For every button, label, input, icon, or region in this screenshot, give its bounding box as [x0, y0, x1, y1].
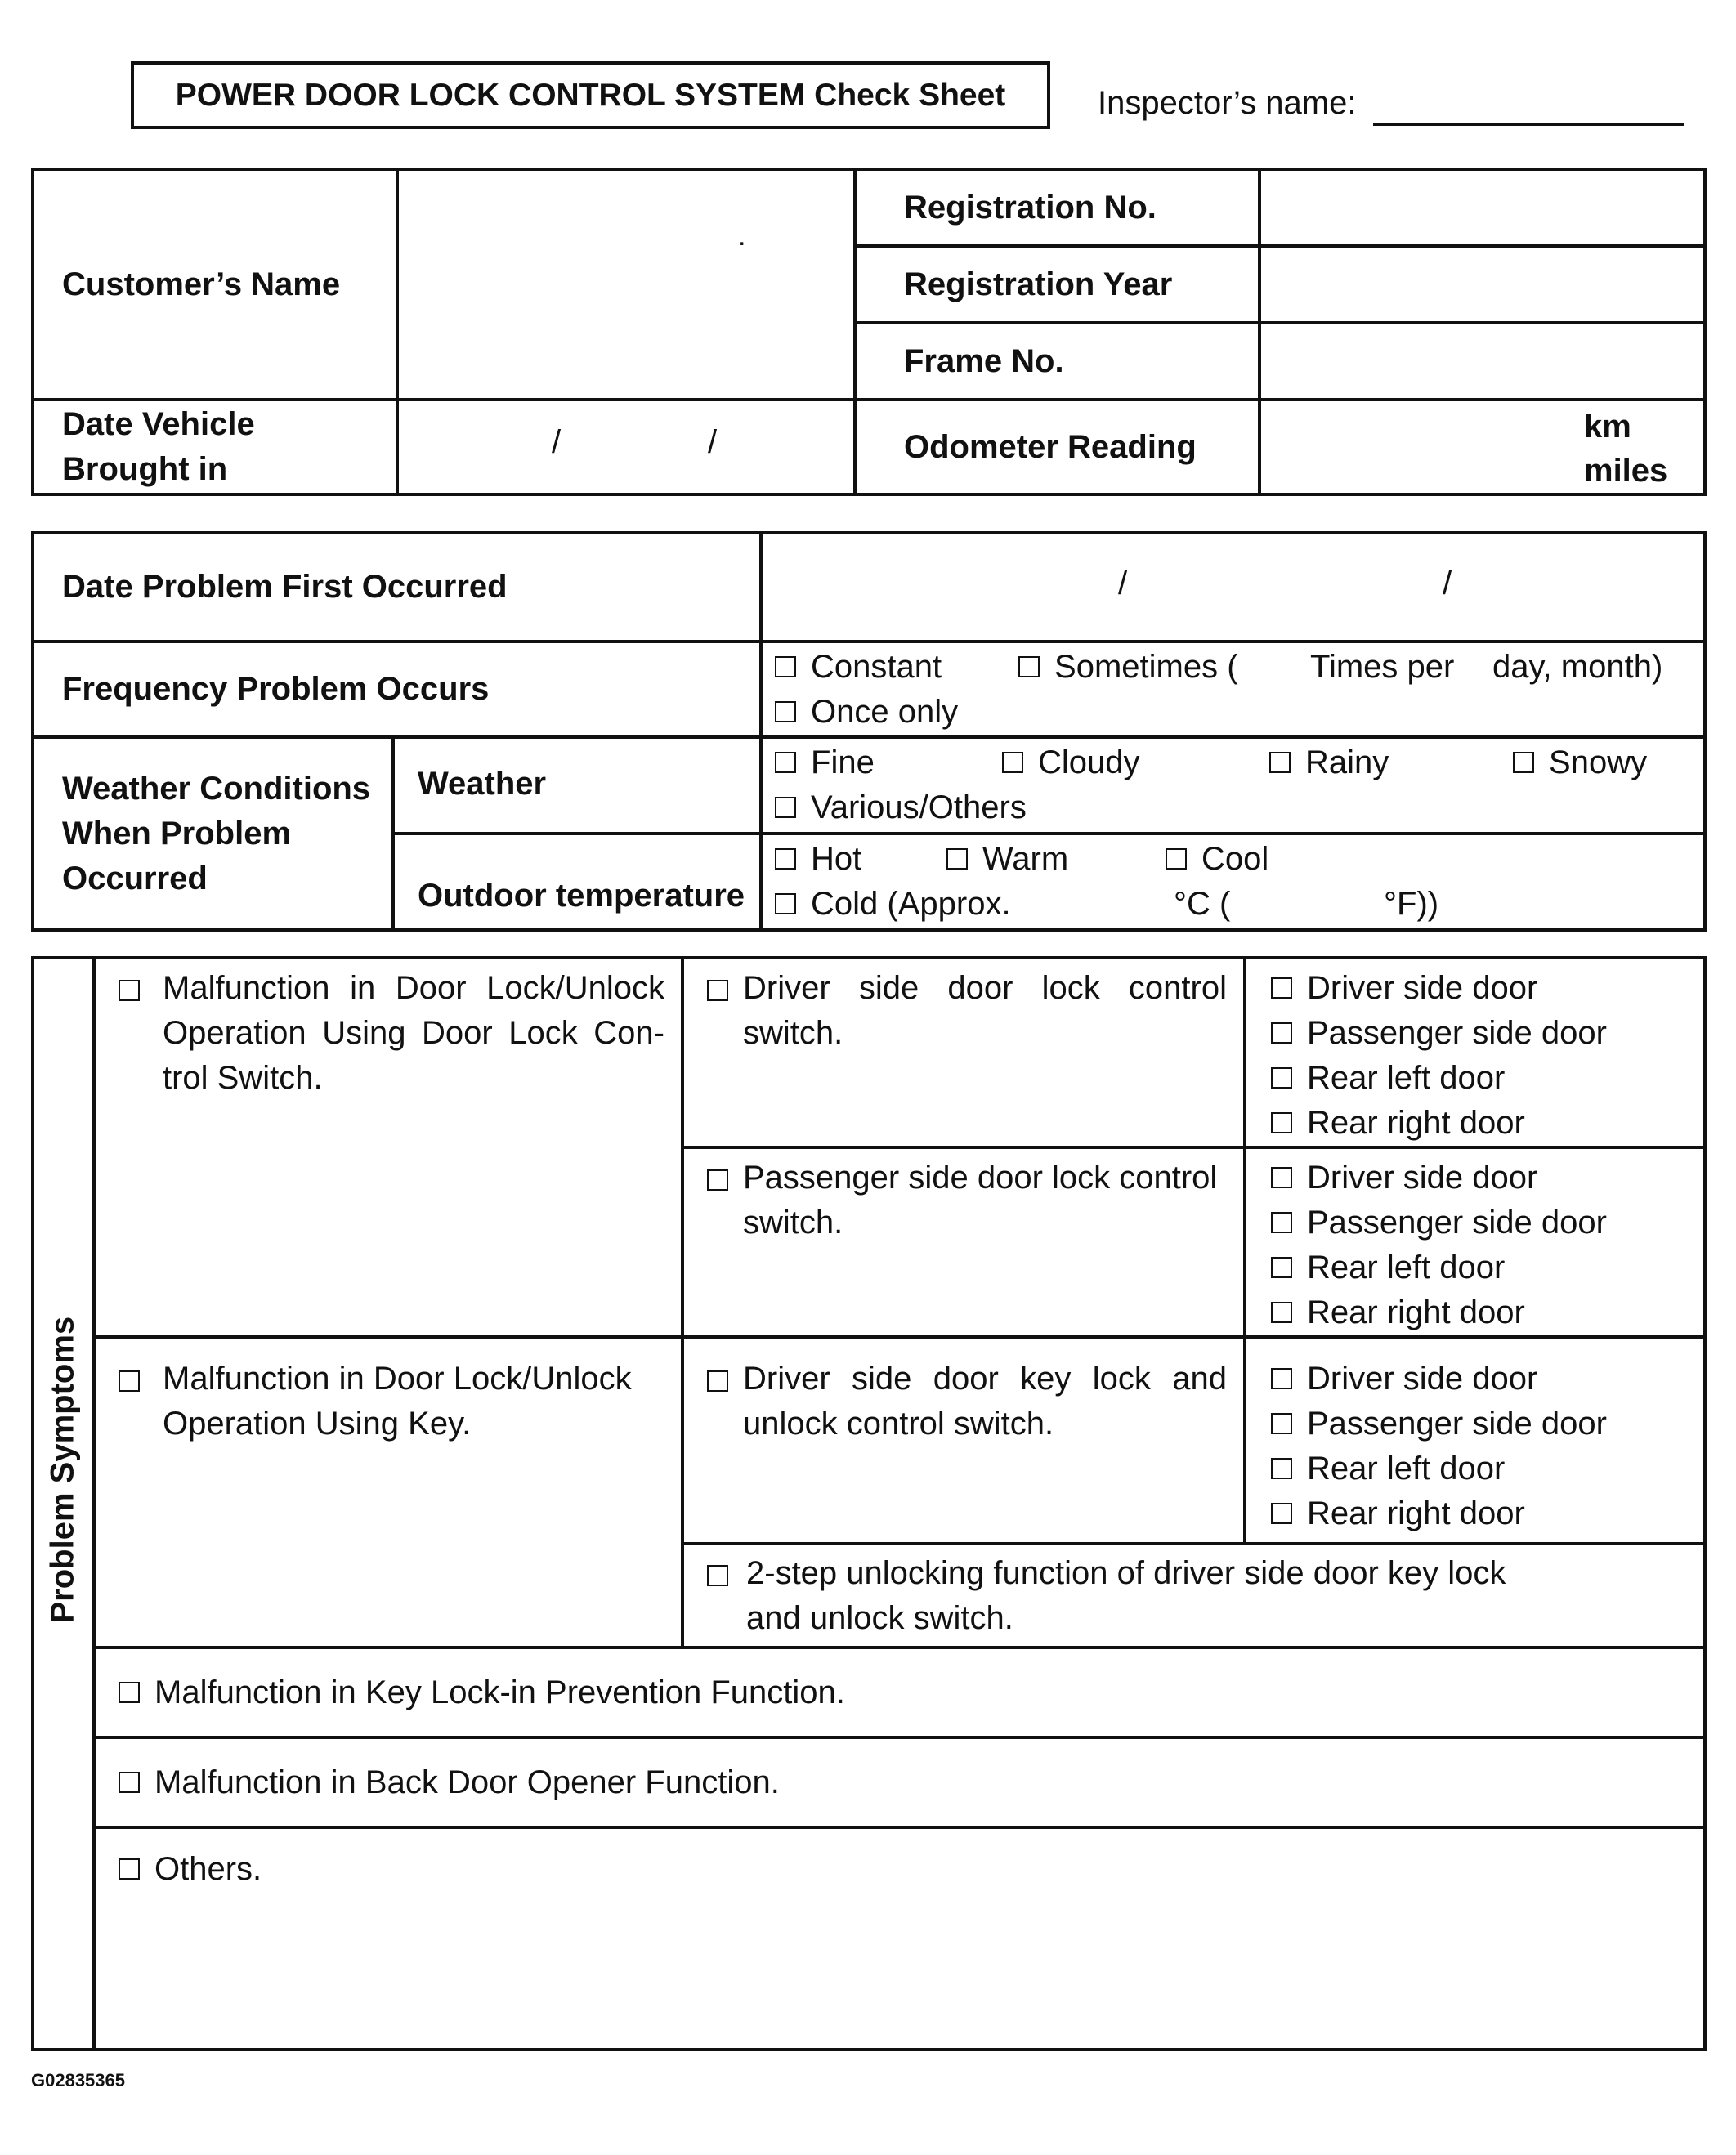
- temp-fahrenheit-label: °F)): [1384, 886, 1439, 922]
- temp-celsius-label: °C (: [1174, 886, 1231, 922]
- registration-year-field[interactable]: [1259, 246, 1705, 323]
- checkbox-icon[interactable]: [775, 848, 796, 870]
- frame-no-field[interactable]: [1259, 323, 1705, 400]
- checkbox-icon[interactable]: [775, 701, 796, 722]
- temperature-options: [761, 834, 1705, 930]
- freq-sometimes-label: Sometimes (: [1054, 648, 1238, 685]
- checkbox-icon[interactable]: [1271, 1167, 1292, 1188]
- problem-symptoms-label: Problem Symptoms: [44, 1316, 81, 1624]
- inspector-name-field[interactable]: [1373, 123, 1684, 126]
- door-option[interactable]: [1271, 1446, 1695, 1491]
- door-label: Passenger side door: [1307, 1015, 1607, 1051]
- back-door-label: Malfunction in Back Door Opener Function.: [154, 1764, 780, 1800]
- vehicle-info-table: [31, 168, 1707, 496]
- door-label: Passenger side door: [1307, 1406, 1607, 1442]
- key-malfunction-label: Malfunction in Door Lock/Unlock Operation Using Key.: [163, 1361, 632, 1442]
- inspector-name-label: Inspector’s name:: [1098, 85, 1357, 121]
- door-label: Driver side door: [1307, 1361, 1538, 1397]
- others-option[interactable]: [119, 1847, 1703, 1892]
- problem-symptoms-section: [33, 958, 94, 2050]
- checkbox-icon[interactable]: [1271, 1067, 1292, 1089]
- door-label: Rear left door: [1307, 1451, 1506, 1487]
- door-option[interactable]: [1271, 1290, 1695, 1335]
- checkbox-icon[interactable]: [1271, 1458, 1292, 1479]
- checkbox-icon[interactable]: [775, 893, 796, 914]
- door-option[interactable]: [1271, 1101, 1695, 1146]
- door-label: Rear right door: [1307, 1294, 1525, 1330]
- door-option[interactable]: [1271, 1402, 1695, 1446]
- weather-rainy-option[interactable]: [1269, 740, 1389, 785]
- frequency-options: [761, 642, 1705, 737]
- checkbox-icon[interactable]: [1271, 1022, 1292, 1044]
- temp-hot-option[interactable]: [775, 837, 861, 882]
- temp-cool-option[interactable]: [1166, 837, 1268, 882]
- door-label: Driver side door: [1307, 970, 1538, 1006]
- weather-cloudy-option[interactable]: [1002, 740, 1140, 785]
- driver-switch-option[interactable]: [707, 966, 1227, 1056]
- weather-label: Weather: [393, 737, 761, 834]
- checkbox-icon[interactable]: [775, 656, 796, 677]
- odometer-unit-km: km: [1584, 409, 1631, 445]
- checkbox-icon[interactable]: [119, 1858, 140, 1880]
- weather-fine-label: Fine: [811, 744, 875, 780]
- freq-constant-option[interactable]: [775, 645, 942, 690]
- checkbox-icon[interactable]: [775, 797, 796, 818]
- key-lockin-option[interactable]: [119, 1670, 1703, 1715]
- checkbox-icon[interactable]: [119, 980, 140, 1001]
- temp-hot-label: Hot: [811, 841, 862, 877]
- conditions-table: [31, 531, 1707, 932]
- checkbox-icon[interactable]: [1271, 1368, 1292, 1389]
- checkbox-icon[interactable]: [775, 752, 796, 773]
- checkbox-icon[interactable]: [1271, 1112, 1292, 1133]
- door-option[interactable]: [1271, 1011, 1695, 1056]
- registration-no-field[interactable]: [1259, 169, 1705, 246]
- door-option[interactable]: [1271, 966, 1695, 1011]
- checkbox-icon[interactable]: [1271, 1302, 1292, 1323]
- weather-rainy-label: Rainy: [1305, 744, 1389, 780]
- switch-malfunction-label: Malfunction in Door Lock/Unlock Operation Using Door Lock Con-trol Switch.: [163, 970, 664, 1096]
- doors-c-list: [1245, 1337, 1705, 1544]
- door-label: Driver side door: [1307, 1160, 1538, 1196]
- door-label: Rear left door: [1307, 1250, 1506, 1285]
- temp-cool-label: Cool: [1201, 841, 1269, 877]
- checkbox-icon[interactable]: [1271, 1257, 1292, 1278]
- freq-once-option[interactable]: [775, 690, 1703, 735]
- key-malfunction-option[interactable]: [119, 1357, 664, 1446]
- frequency-label: Frequency Problem Occurs: [33, 642, 761, 737]
- door-option[interactable]: [1271, 1156, 1695, 1200]
- checkbox-icon[interactable]: [1271, 977, 1292, 999]
- weather-conditions-label: Weather Conditions When Problem Occurred: [33, 737, 393, 930]
- frame-no-label: Frame No.: [855, 323, 1259, 400]
- date-brought-in-sep1: /: [552, 424, 562, 460]
- check-sheet-title: POWER DOOR LOCK CONTROL SYSTEM Check Sheet: [131, 61, 1050, 129]
- odometer-field[interactable]: [1259, 400, 1705, 494]
- outdoor-temperature-label: Outdoor temperature: [393, 834, 761, 930]
- door-option[interactable]: [1271, 1357, 1695, 1402]
- two-step-option[interactable]: [707, 1551, 1540, 1641]
- checkbox-icon[interactable]: [707, 1565, 728, 1586]
- weather-options: [761, 737, 1705, 834]
- freq-constant-label: Constant: [811, 648, 942, 685]
- weather-cloudy-label: Cloudy: [1038, 744, 1140, 780]
- key-lockin-label: Malfunction in Key Lock-in Prevention Function.: [154, 1674, 845, 1710]
- checkbox-icon[interactable]: [1271, 1212, 1292, 1233]
- checkbox-icon[interactable]: [119, 1772, 140, 1793]
- doors-a-list: [1245, 958, 1705, 1147]
- temp-cold-option[interactable]: [775, 882, 1011, 927]
- customer-name-dot: .: [738, 221, 746, 252]
- passenger-switch-option[interactable]: [707, 1156, 1227, 1245]
- checkbox-icon[interactable]: [1271, 1413, 1292, 1434]
- registration-no-label: Registration No.: [855, 169, 1259, 246]
- checkbox-icon[interactable]: [707, 1370, 728, 1392]
- checkbox-icon[interactable]: [1513, 752, 1534, 773]
- registration-year-label: Registration Year: [855, 246, 1259, 323]
- temp-cold-label: Cold (Approx.: [811, 886, 1011, 922]
- problem-symptoms-table: [31, 956, 1707, 2051]
- date-first-occurred-label: Date Problem First Occurred: [33, 533, 761, 642]
- checkbox-icon[interactable]: [119, 1682, 140, 1703]
- customer-name-label: Customer’s Name: [33, 169, 397, 400]
- checkbox-icon[interactable]: [707, 1169, 728, 1191]
- door-option[interactable]: [1271, 1245, 1695, 1290]
- figure-code: G02835365: [31, 2070, 125, 2090]
- others-label: Others.: [154, 1851, 262, 1887]
- freq-times-per-label: Times per: [1310, 648, 1455, 685]
- weather-fine-option[interactable]: [775, 740, 875, 785]
- date-first-sep2: /: [1443, 566, 1452, 601]
- driver-switch-label: Driver side door lock control switch.: [743, 970, 1227, 1051]
- door-label: Rear right door: [1307, 1105, 1525, 1141]
- date-brought-in-sep2: /: [708, 424, 718, 460]
- door-label: Passenger side door: [1307, 1205, 1607, 1241]
- date-brought-in-field[interactable]: [397, 400, 855, 494]
- freq-sometimes-option[interactable]: [1018, 645, 1238, 690]
- checkbox-icon[interactable]: [1166, 848, 1187, 870]
- two-step-label: 2-step unlocking function of driver side door key lock and unlock switch.: [746, 1554, 1506, 1636]
- doors-b-list: [1245, 1147, 1705, 1337]
- weather-various-label: Various/Others: [811, 789, 1027, 825]
- weather-snowy-label: Snowy: [1549, 744, 1648, 780]
- checkbox-icon[interactable]: [946, 848, 968, 870]
- passenger-switch-label: Passenger side door lock control switch.: [743, 1160, 1218, 1241]
- date-brought-in-label: Date Vehicle Brought in: [33, 400, 397, 494]
- checkbox-icon[interactable]: [1271, 1503, 1292, 1524]
- odometer-label: Odometer Reading: [855, 400, 1259, 494]
- back-door-option[interactable]: [119, 1760, 1703, 1805]
- checkbox-icon[interactable]: [1002, 752, 1023, 773]
- checkbox-icon[interactable]: [1018, 656, 1040, 677]
- freq-day-month-label: day, month): [1492, 648, 1663, 685]
- customer-name-field[interactable]: [397, 169, 855, 400]
- temp-warm-label: Warm: [982, 841, 1069, 877]
- odometer-unit-miles: miles: [1584, 453, 1668, 489]
- weather-snowy-option[interactable]: [1513, 740, 1647, 785]
- door-option[interactable]: [1271, 1200, 1695, 1245]
- checkbox-icon[interactable]: [1269, 752, 1291, 773]
- driver-key-switch-label: Driver side door key lock and unlock control switch.: [743, 1361, 1227, 1442]
- temp-warm-option[interactable]: [946, 837, 1068, 882]
- switch-malfunction-option[interactable]: [119, 966, 664, 1101]
- weather-various-option[interactable]: [775, 785, 1703, 830]
- driver-key-switch-option[interactable]: [707, 1357, 1227, 1446]
- date-first-occurred-field[interactable]: [761, 533, 1705, 642]
- checkbox-icon[interactable]: [119, 1370, 140, 1392]
- door-option[interactable]: [1271, 1056, 1695, 1101]
- door-label: Rear right door: [1307, 1496, 1525, 1531]
- checkbox-icon[interactable]: [707, 980, 728, 1001]
- door-option[interactable]: [1271, 1491, 1695, 1536]
- freq-once-label: Once only: [811, 693, 959, 730]
- door-label: Rear left door: [1307, 1060, 1506, 1096]
- date-first-sep1: /: [1118, 566, 1128, 601]
